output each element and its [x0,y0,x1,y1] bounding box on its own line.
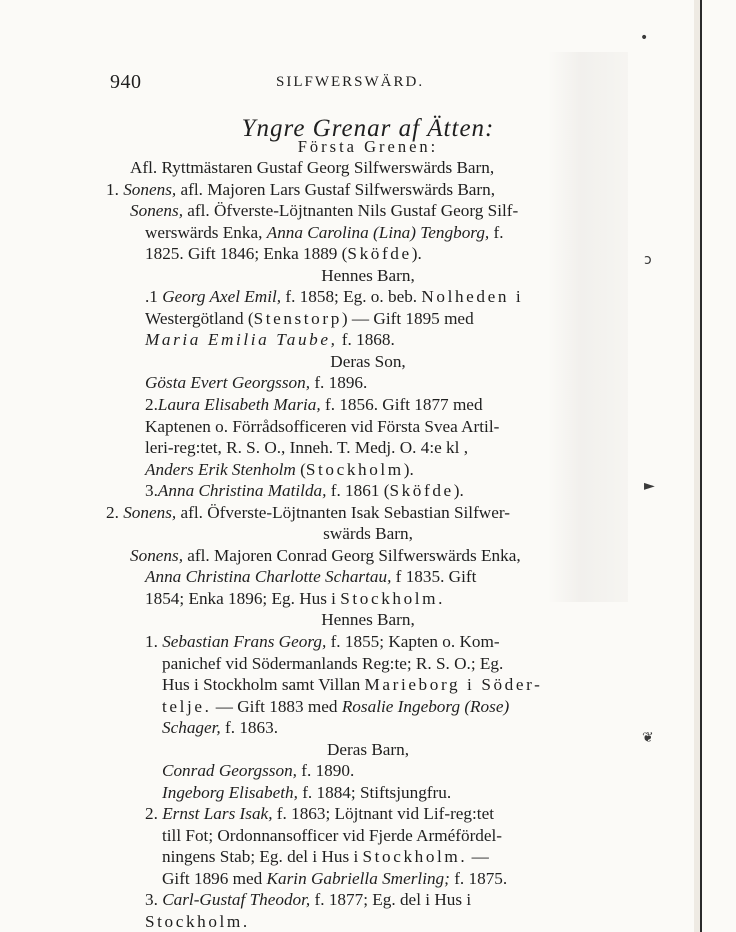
section-heading: Yngre Grenar af Ätten: [241,115,495,142]
running-title: SILFWERSWÄRD. [276,74,425,90]
text-line: swärds Barn, [323,524,413,543]
section-subheading: Första Grenen: [297,137,439,156]
text-line: Deras Son, [330,352,406,371]
text-line: leri-reg:tet, R. S. O., Inneh. T. Medj. O. 4:e kl , [145,438,469,457]
text-line: Sonens, afl. Majoren Conrad Georg Silfwerswärds Enka, [130,546,521,565]
text-line: Schager, f. 1863. [162,718,279,737]
text-line: Deras Barn, [326,740,410,759]
margin-mark: ► [644,478,655,494]
text-line: Anna Christina Charlotte Schartau, f 1835. Gift [145,567,477,586]
text-line: Anders Erik Stenholm (Stockholm). [145,460,414,479]
text-line: Afl. Ryttmästaren Gustaf Georg Silfwerswärds Barn, [130,158,495,177]
text-line: 1854; Enka 1896; Eg. Hus i Stockholm. [145,589,446,608]
text-line: Maria Emilia Taube, f. 1868. [145,330,395,349]
text-line: Kaptenen o. Förrådsofficeren vid Första Svea Artil- [145,417,500,436]
text-line: panichef vid Södermanlands Reg:te; R. S. O.; Eg. [162,654,504,673]
margin-mark: ↄ [644,252,652,268]
page-number: 940 [110,71,142,93]
text-line: 1825. Gift 1846; Enka 1889 (Sköfde). [145,244,422,263]
text-line: 2.Laura Elisabeth Maria, f. 1856. Gift 1877 med [145,395,483,414]
text-line: 2. Ernst Lars Isak, f. 1863; Löjtnant vid Lif-reg:tet [145,804,494,823]
text-line: 3.Anna Christina Matilda, f. 1861 (Sköfde). [145,481,464,500]
text-line: Hennes Barn, [321,266,415,285]
text-line: Stockholm. [145,912,250,931]
text-line: werswärds Enka, Anna Carolina (Lina) Tengborg, f. [145,223,504,242]
text-line: 3. Carl-Gustaf Theodor, f. 1877; Eg. del i Hus i [145,890,472,909]
text-line: till Fot; Ordonnansofficer vid Fjerde Arméfördel- [162,826,503,845]
text-line: 1. Sebastian Frans Georg, f. 1855; Kapten o. Kom- [145,632,500,651]
text-line: Hus i Stockholm samt Villan Marieborg i Söder- [162,675,543,694]
text-line: Westergötland (Stenstorp) — Gift 1895 med [145,309,474,328]
text-line: 1. Sonens, afl. Majoren Lars Gustaf Silfwerswärds Barn, [106,180,496,199]
text-line: Gift 1896 med Karin Gabriella Smerling; f. 1875. [162,869,508,888]
text-line: 2. Sonens, afl. Öfverste-Löjtnanten Isak Sebastian Silfwer- [106,503,510,522]
text-line: Hennes Barn, [321,610,415,629]
text-line: Ingeborg Elisabeth, f. 1884; Stiftsjungfru. [162,783,452,802]
text-line: .1 Georg Axel Emil, f. 1858; Eg. o. beb. Nolheden i [145,287,524,306]
text-line: telje. — Gift 1883 med Rosalie Ingeborg (Rose) [162,697,510,716]
text-line: Conrad Georgsson, f. 1890. [162,761,355,780]
text-line: ningens Stab; Eg. del i Hus i Stockholm. — [162,847,489,866]
text-line: Gösta Evert Georgsson, f. 1896. [145,373,368,392]
margin-mark: ❦ [642,730,654,746]
margin-mark: • [640,30,649,46]
text-line: Sonens, afl. Öfverste-Löjtnanten Nils Gustaf Georg Silf- [130,201,519,220]
